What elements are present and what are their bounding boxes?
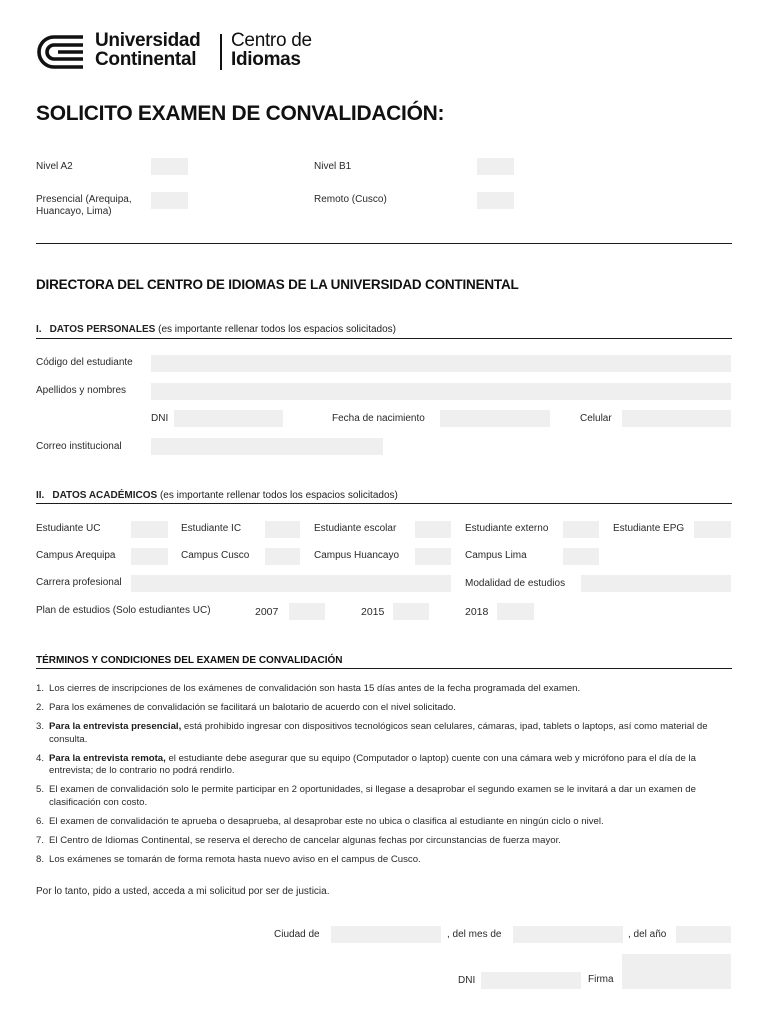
- carrera-field[interactable]: [131, 575, 451, 592]
- dni-field[interactable]: [174, 410, 283, 427]
- modalidad-field[interactable]: [581, 575, 731, 592]
- addressee-heading: DIRECTORA DEL CENTRO DE IDIOMAS DE LA UNIVERSIDAD CONTINENTAL: [36, 277, 519, 292]
- plan-2018-label: 2018: [465, 606, 489, 618]
- dni-label: DNI: [151, 413, 169, 424]
- modalidad-label: Modalidad de estudios: [465, 578, 566, 589]
- terms-item: [36, 721, 736, 746]
- section-title: DATOS ACADÉMICOS: [52, 490, 158, 501]
- terms-item-number: 7.: [36, 834, 45, 846]
- remoto-checkbox[interactable]: [477, 192, 514, 209]
- terms-item-text: está prohibido ingresar con dispositivos tecnológicos sean celulares, cámaras, ipad, tablets o laptops, así como material de consulta.: [49, 721, 708, 745]
- terms-item-text: Para los exámenes de convalidación se facilitará un balotario de acuerdo con el nivel solicitado.: [49, 702, 456, 713]
- firma-field[interactable]: [622, 954, 731, 989]
- firma-label: Firma: [588, 974, 614, 985]
- nivel-a2-checkbox[interactable]: [151, 158, 188, 175]
- university-logo-icon: [36, 34, 86, 70]
- est-epg-checkbox[interactable]: [694, 521, 731, 538]
- terms-item: [36, 702, 736, 715]
- mes-label: , del mes de: [447, 929, 502, 940]
- terms-item-bold: Para la entrevista remota,: [49, 752, 166, 764]
- terms-item-number: 4.: [36, 752, 45, 764]
- plan-2015-checkbox[interactable]: [393, 603, 429, 620]
- ciudad-field[interactable]: [331, 926, 441, 943]
- nivel-b1-label: Nivel B1: [314, 161, 352, 172]
- terms-item-text: el estudiante debe asegurar que su equipo (Computador o laptop) cuente con una cámara web y micrófono para el día de la entrevista; de lo contrario no podrá rendirlo.: [49, 752, 696, 776]
- section-number: I.: [36, 324, 42, 335]
- terms-item-text: El examen de convalidación te aprueba o desaprueba, al desaprobar este no ubica o clasifica al estudiante en ningún ciclo o nivel.: [49, 815, 604, 827]
- celular-field[interactable]: [622, 410, 731, 427]
- terms-item: [36, 784, 736, 809]
- plan-2007-checkbox[interactable]: [289, 603, 325, 620]
- mes-field[interactable]: [513, 926, 623, 943]
- terms-item-number: 3.: [36, 721, 45, 732]
- est-escolar-checkbox[interactable]: [415, 521, 451, 538]
- terms-item: [36, 816, 736, 829]
- terms-item-text: Los cierres de inscripciones de los exámenes de convalidación son hasta 15 días antes de la fecha programada del examen.: [49, 683, 581, 694]
- footer-dni-label: DNI: [458, 975, 476, 986]
- nivel-b1-checkbox[interactable]: [477, 158, 514, 175]
- correo-field[interactable]: [151, 438, 383, 455]
- est-externo-label: Estudiante externo: [465, 523, 549, 534]
- presencial-checkbox[interactable]: [151, 192, 188, 209]
- terms-item-text: El examen de convalidación solo le permite participar en 2 oportunidades, si llegase a desaprobar el segundo examen se le invitará a dar un examen de clasificación con costo.: [49, 784, 696, 808]
- terms-item-number: 8.: [36, 853, 45, 865]
- terms-item: [36, 753, 736, 778]
- section-number: II.: [36, 490, 45, 501]
- est-uc-checkbox[interactable]: [131, 521, 168, 538]
- apellidos-field[interactable]: [151, 383, 731, 400]
- est-ic-checkbox[interactable]: [265, 521, 300, 538]
- fecha-nacimiento-label: Fecha de nacimiento: [332, 413, 425, 424]
- closing-text: Por lo tanto, pido a usted, acceda a mi solicitud por ser de justicia.: [36, 886, 330, 897]
- terms-item-number: 6.: [36, 815, 45, 827]
- terms-item-number: 5.: [36, 784, 45, 795]
- est-escolar-label: Estudiante escolar: [314, 523, 397, 534]
- center-name: [231, 31, 312, 69]
- terms-item-number: 2.: [36, 702, 45, 713]
- carrera-label: Carrera profesional: [36, 577, 122, 588]
- section-rule: [36, 503, 732, 504]
- terms-item-text: El Centro de Idiomas Continental, se reserva el derecho de cancelar algunas fechas por circunstancias de fuerza mayor.: [49, 834, 561, 846]
- section-note: (es importante rellenar todos los espacios solicitados): [158, 324, 396, 335]
- terms-heading: TÉRMINOS Y CONDICIONES DEL EXAMEN DE CONVALIDACIÓN: [36, 655, 343, 666]
- center-name-line1: Centro de: [231, 30, 312, 51]
- campus-arequipa-label: Campus Arequipa: [36, 550, 116, 561]
- center-name-line2: Idiomas: [231, 49, 301, 70]
- est-externo-checkbox[interactable]: [563, 521, 599, 538]
- terms-item: [36, 683, 736, 696]
- terms-item-number: 1.: [36, 683, 45, 694]
- terms-item-bold: Para la entrevista presencial,: [49, 721, 182, 732]
- section-personal-heading: [36, 324, 396, 335]
- presencial-label: Presencial (Arequipa, Huancayo, Lima): [36, 194, 132, 217]
- remoto-label: Remoto (Cusco): [314, 194, 387, 205]
- plan-2007-label: 2007: [255, 606, 279, 618]
- codigo-field[interactable]: [151, 355, 731, 372]
- fecha-nacimiento-field[interactable]: [440, 410, 550, 427]
- est-epg-label: Estudiante EPG: [613, 523, 685, 534]
- anio-field[interactable]: [676, 926, 731, 943]
- page-title: SOLICITO EXAMEN DE CONVALIDACIÓN:: [36, 102, 445, 125]
- section-rule: [36, 338, 732, 339]
- plan-label: Plan de estudios (Solo estudiantes UC): [36, 605, 211, 616]
- nivel-a2-label: Nivel A2: [36, 161, 73, 172]
- anio-label: , del año: [628, 929, 667, 940]
- university-name-line1: Universidad: [95, 30, 201, 51]
- university-name-line2: Continental: [95, 49, 197, 70]
- section-note: (es importante rellenar todos los espacios solicitados): [159, 490, 398, 501]
- terms-item-text: Los exámenes se tomarán de forma remota hasta nuevo aviso en el campus de Cusco.: [49, 853, 421, 865]
- terms-item: [36, 854, 736, 867]
- correo-label: Correo institucional: [36, 441, 122, 452]
- campus-huancayo-label: Campus Huancayo: [314, 550, 400, 561]
- ciudad-label: Ciudad de: [274, 929, 320, 940]
- codigo-label: Código del estudiante: [36, 357, 133, 368]
- campus-cusco-label: Campus Cusco: [181, 550, 250, 561]
- terms-item: [36, 835, 736, 848]
- campus-lima-label: Campus Lima: [465, 550, 527, 561]
- terms-list: [36, 683, 736, 873]
- campus-huancayo-checkbox[interactable]: [415, 548, 451, 565]
- campus-arequipa-checkbox[interactable]: [131, 548, 168, 565]
- divider: [36, 243, 732, 244]
- campus-lima-checkbox[interactable]: [563, 548, 599, 565]
- apellidos-label: Apellidos y nombres: [36, 385, 127, 396]
- footer-dni-field[interactable]: [481, 972, 581, 989]
- campus-cusco-checkbox[interactable]: [265, 548, 300, 565]
- est-uc-label: Estudiante UC: [36, 523, 101, 534]
- plan-2018-checkbox[interactable]: [497, 603, 534, 620]
- est-ic-label: Estudiante IC: [181, 523, 242, 534]
- section-academic-heading: [36, 490, 398, 501]
- logo-divider: [220, 34, 222, 70]
- celular-label: Celular: [580, 413, 612, 424]
- section-title: DATOS PERSONALES: [49, 324, 156, 335]
- plan-2015-label: 2015: [361, 606, 385, 618]
- university-name: [95, 31, 200, 69]
- terms-rule: [36, 668, 732, 669]
